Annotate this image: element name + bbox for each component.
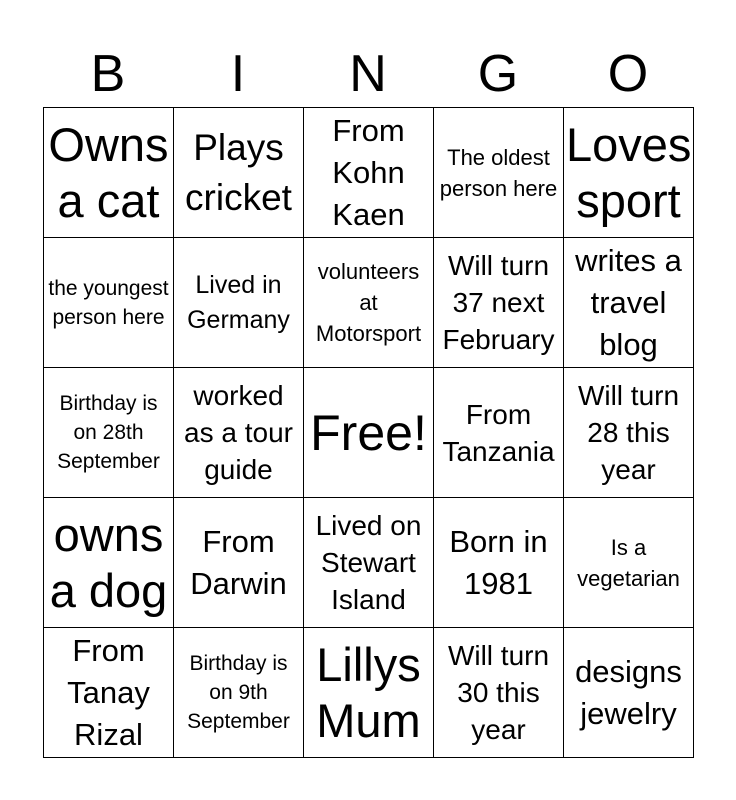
bingo-header: [43, 44, 693, 104]
bingo-cell-r1-c2[interactable]: [174, 108, 304, 238]
bingo-cell-r3-c3[interactable]: [304, 368, 434, 498]
cell-text: writes a travel blog: [575, 242, 682, 362]
bingo-cell-r1-c5[interactable]: [564, 108, 694, 238]
bingo-cell-r4-c1[interactable]: [44, 498, 174, 628]
bingo-cell-r1-c4[interactable]: [434, 108, 564, 238]
header-letter-b: B: [90, 45, 126, 103]
cell-text: the youngest person here: [48, 276, 169, 329]
bingo-cell-r2-c1[interactable]: [44, 238, 174, 368]
bingo-cell-r3-c2[interactable]: [174, 368, 304, 498]
header-letter-o: O: [607, 45, 649, 103]
cell-text: Will turn 30 this year: [447, 640, 550, 745]
bingo-cell-r1-c1[interactable]: [44, 108, 174, 238]
cell-text: Plays cricket: [185, 126, 292, 218]
bingo-cell-r3-c5[interactable]: [564, 368, 694, 498]
cell-text: worked as a tour guide: [184, 380, 293, 485]
bingo-cell-r5-c3[interactable]: [304, 628, 434, 758]
bingo-cell-r2-c4[interactable]: [434, 238, 564, 368]
bingo-cell-r4-c5[interactable]: [564, 498, 694, 628]
cell-text: From Kohn Kaen: [332, 112, 405, 232]
cell-text: Born in 1981: [449, 523, 548, 601]
cell-text: designs jewelry: [575, 653, 682, 731]
cell-text: Lived in Germany: [187, 270, 290, 334]
bingo-board: [43, 107, 694, 758]
bingo-cell-r3-c4[interactable]: [434, 368, 564, 498]
bingo-cell-r2-c2[interactable]: [174, 238, 304, 368]
cell-text: From Tanay Rizal: [67, 632, 150, 752]
bingo-cell-r1-c3[interactable]: [304, 108, 434, 238]
bingo-cell-r3-c1[interactable]: [44, 368, 174, 498]
bingo-cell-r4-c4[interactable]: [434, 498, 564, 628]
header-letter-i: I: [230, 45, 246, 103]
cell-text: volunteers at Motorsport: [315, 259, 422, 346]
bingo-cell-r5-c2[interactable]: [174, 628, 304, 758]
bingo-cell-r5-c1[interactable]: [44, 628, 174, 758]
cell-text: Loves sport: [566, 117, 692, 227]
cell-text: Owns a cat: [48, 117, 169, 227]
bingo-cell-r5-c4[interactable]: [434, 628, 564, 758]
cell-text: Lived on Stewart Island: [315, 510, 422, 615]
cell-text: The oldest person here: [439, 144, 558, 201]
cell-text: owns a dog: [49, 507, 168, 617]
header-letter-n: N: [349, 45, 387, 103]
cell-text: Lillys Mum: [316, 637, 421, 747]
cell-text: Is a vegetarian: [577, 534, 680, 591]
bingo-cell-r4-c3[interactable]: [304, 498, 434, 628]
bingo-cell-r4-c2[interactable]: [174, 498, 304, 628]
cell-text: Will turn 28 this year: [577, 380, 680, 485]
bingo-cell-r2-c3[interactable]: [304, 238, 434, 368]
free-space-text: Free!: [310, 404, 427, 461]
bingo-cell-r5-c5[interactable]: [564, 628, 694, 758]
cell-text: From Tanzania: [442, 398, 555, 467]
cell-text: Will turn 37 next February: [442, 250, 555, 355]
cell-text: From Darwin: [190, 523, 287, 601]
header-letter-g: G: [477, 45, 519, 103]
bingo-cell-r2-c5[interactable]: [564, 238, 694, 368]
cell-text: Birthday is on 9th September: [187, 652, 290, 733]
cell-text: Birthday is on 28th September: [57, 392, 160, 473]
